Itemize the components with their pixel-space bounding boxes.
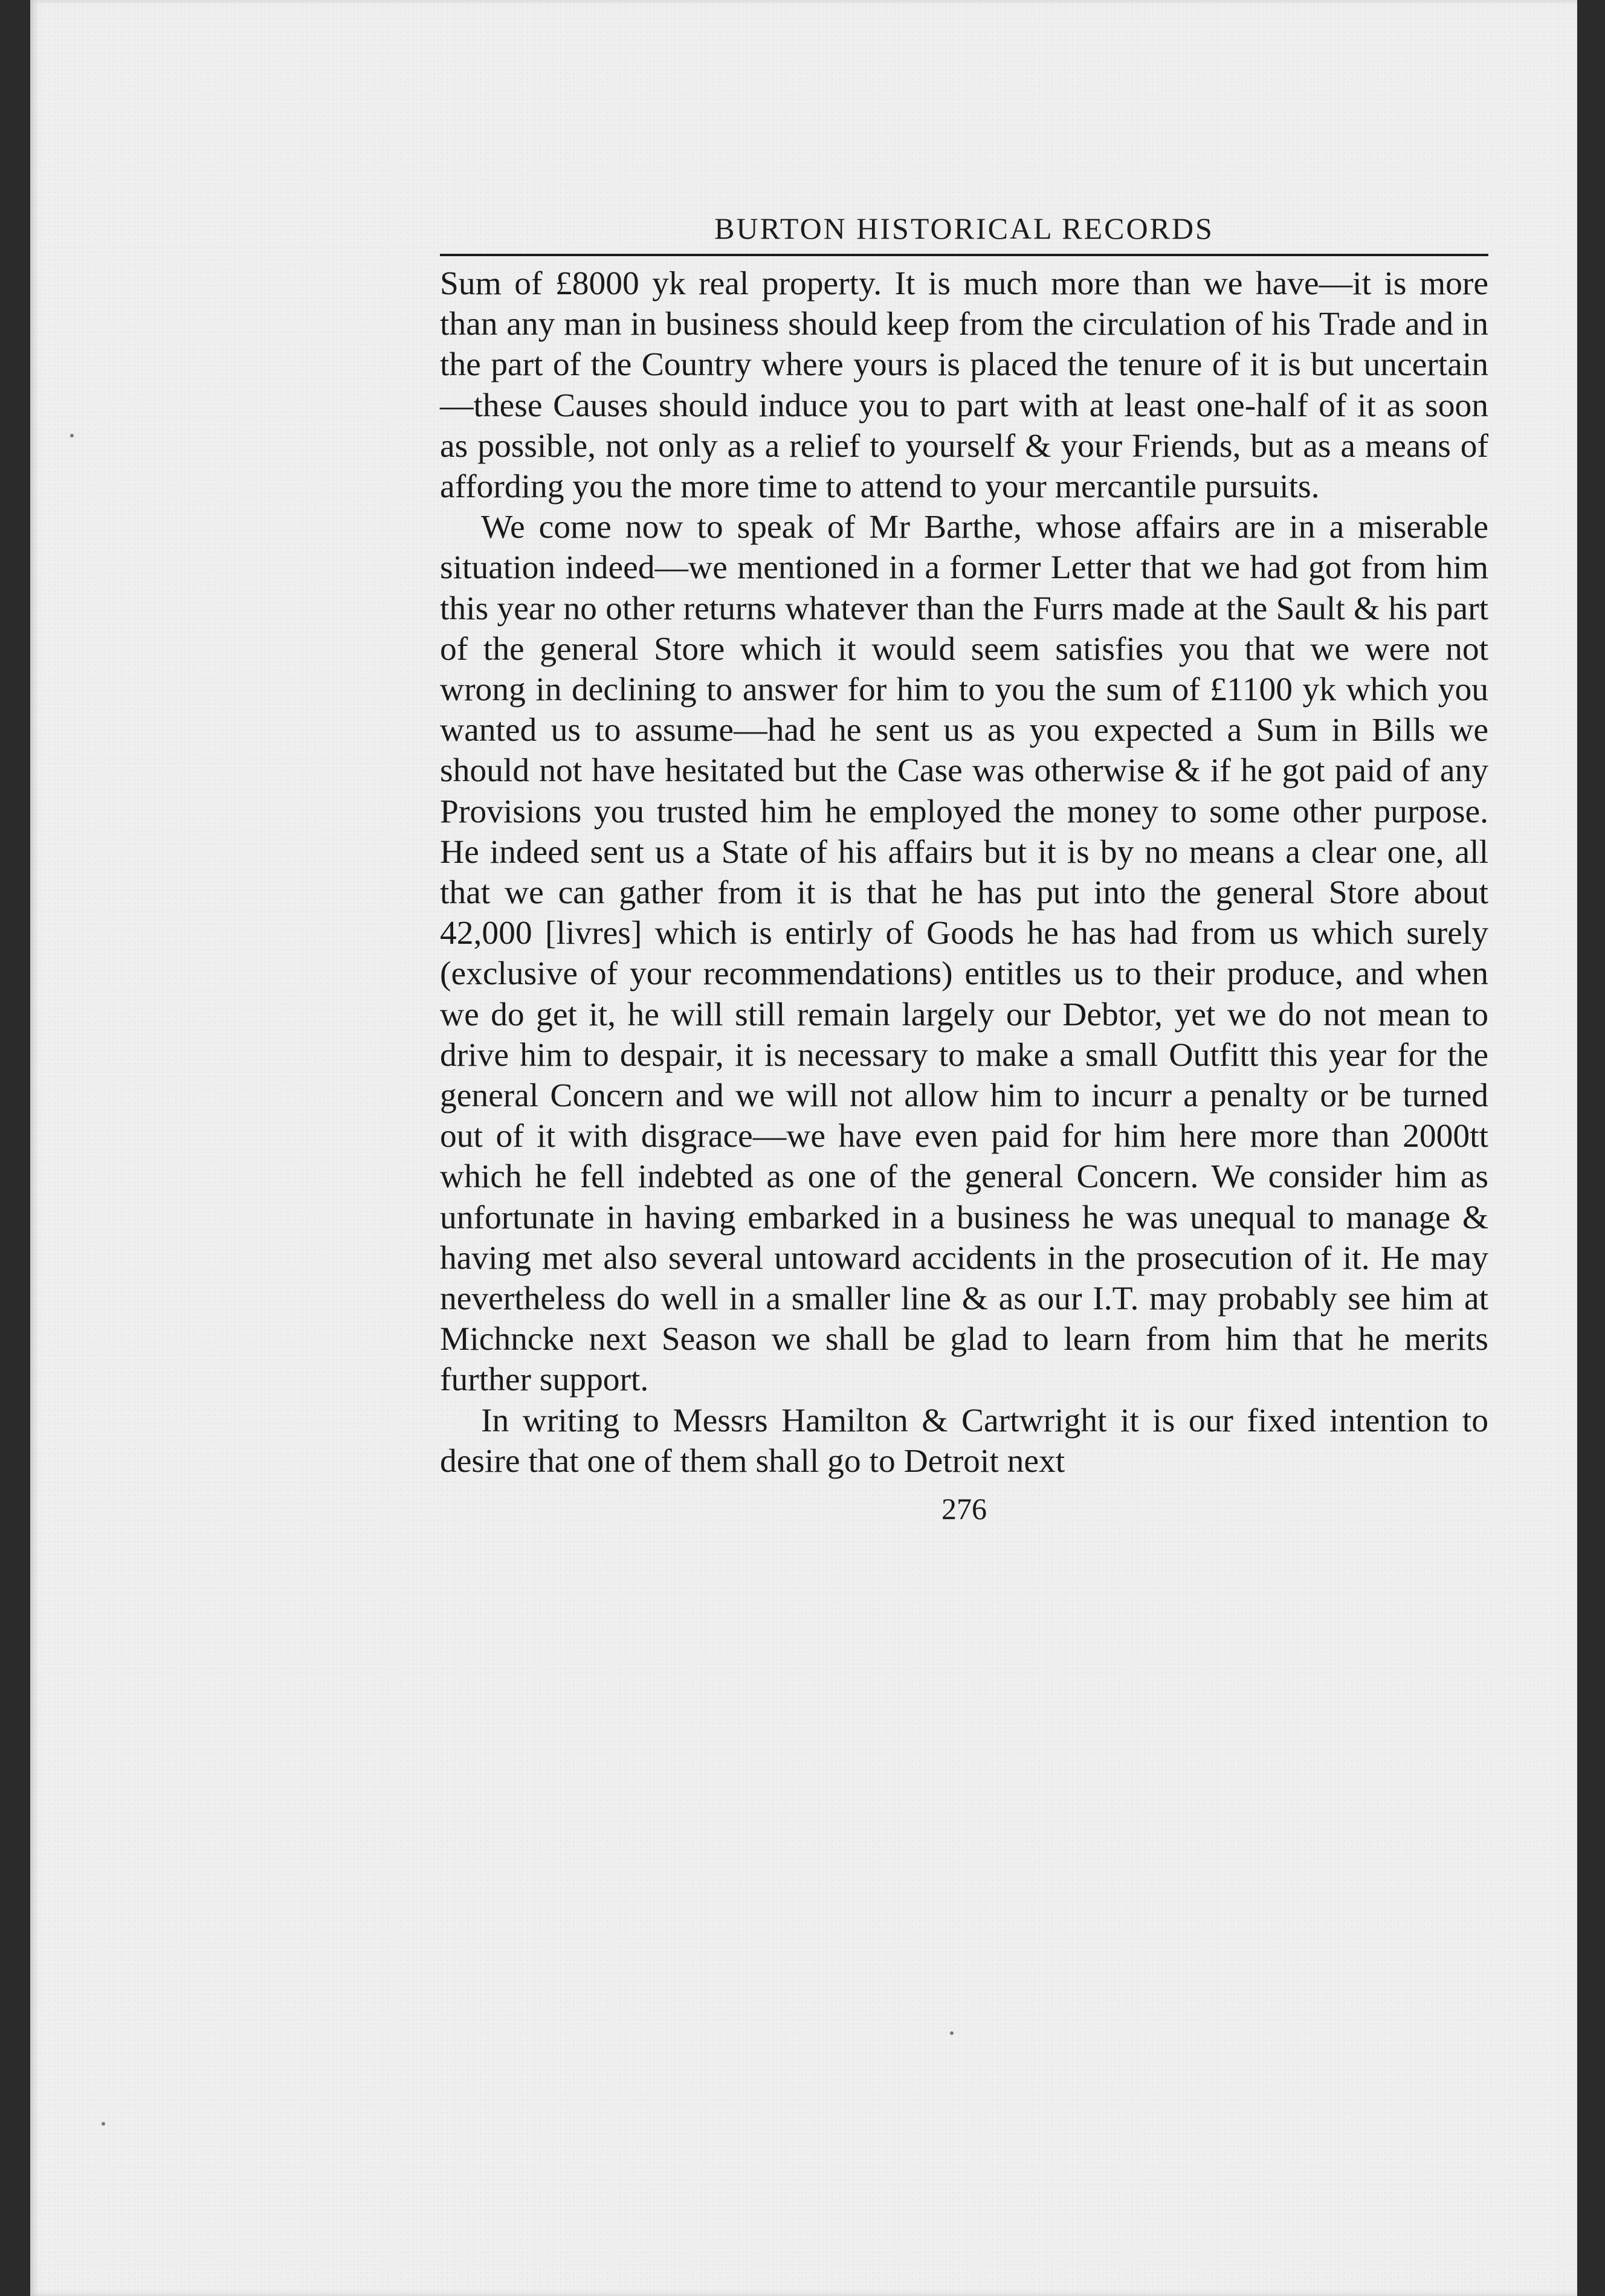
text-block <box>440 205 1488 1530</box>
paper-speck <box>950 2031 954 2035</box>
paper-speck <box>102 2122 105 2126</box>
body-text <box>440 263 1488 1482</box>
page-number: 276 <box>941 1492 987 1526</box>
paragraph: Sum of £8000 yk real property. It is much more than we have—it is more than any man in business should keep from the circulation of his Trade and in the part of the Country where yours is placed the tenure of it is but uncertain—these Causes should induce you to part with at least one-half of it as soon as possible, not only as a relief to yourself & your Friends, but as a means of affording you the more time to attend to your mercantile pursuits. <box>440 265 1488 506</box>
paper-speck <box>70 434 74 437</box>
header-rule <box>440 254 1488 256</box>
running-head: BURTON HISTORICAL RECORDS <box>714 211 1214 245</box>
paragraph: We come now to speak of Mr Barthe, whose affairs are in a miserable situation indeed—we mentioned in a former Letter that we had got from him this year no other returns whatever than the Furrs made at the Sault & his part of the general Store which it would seem satisfies you that we were not wrong in declining to answer for him to you the sum of £1100 yk which you wanted us to assume—had he sent us as you expected a Sum in Bills we should not have hesitated but the Case was otherwise & if he got paid of any Provisions you trusted him he employed the money to some other purpose. He indeed sent us a State of his affairs but it is by no means a clear one, all that we can gather from it is that he has put into the general Store about 42,000 [livres] which is entirly of Goods he has had from us which surely (exclusive of your recommendations) entitles us to their produce, and when we do get it, he will still remain largely our Debtor, yet we do not mean to drive him to despair, it is necessary to make a small Outfitt this year for the general Concern and we will not allow him to incurr a penalty or be turned out of it with disgrace—we have even paid for him here more than 2000tt which he fell indebted as one of the general Concern. We consider him as unfortunate in having embarked in a business he was unequal to manage & having met also several untoward accidents in the prosecution of it. He may nevertheless do well in a smaller line & as our I.T. may probably see him at Michncke next Season we shall be glad to learn from him that he merits further support. <box>440 509 1488 1399</box>
paragraph: In writing to Messrs Hamilton & Cartwright it is our fixed intention to desire that one of them shall go to Detroit next <box>440 1402 1488 1480</box>
